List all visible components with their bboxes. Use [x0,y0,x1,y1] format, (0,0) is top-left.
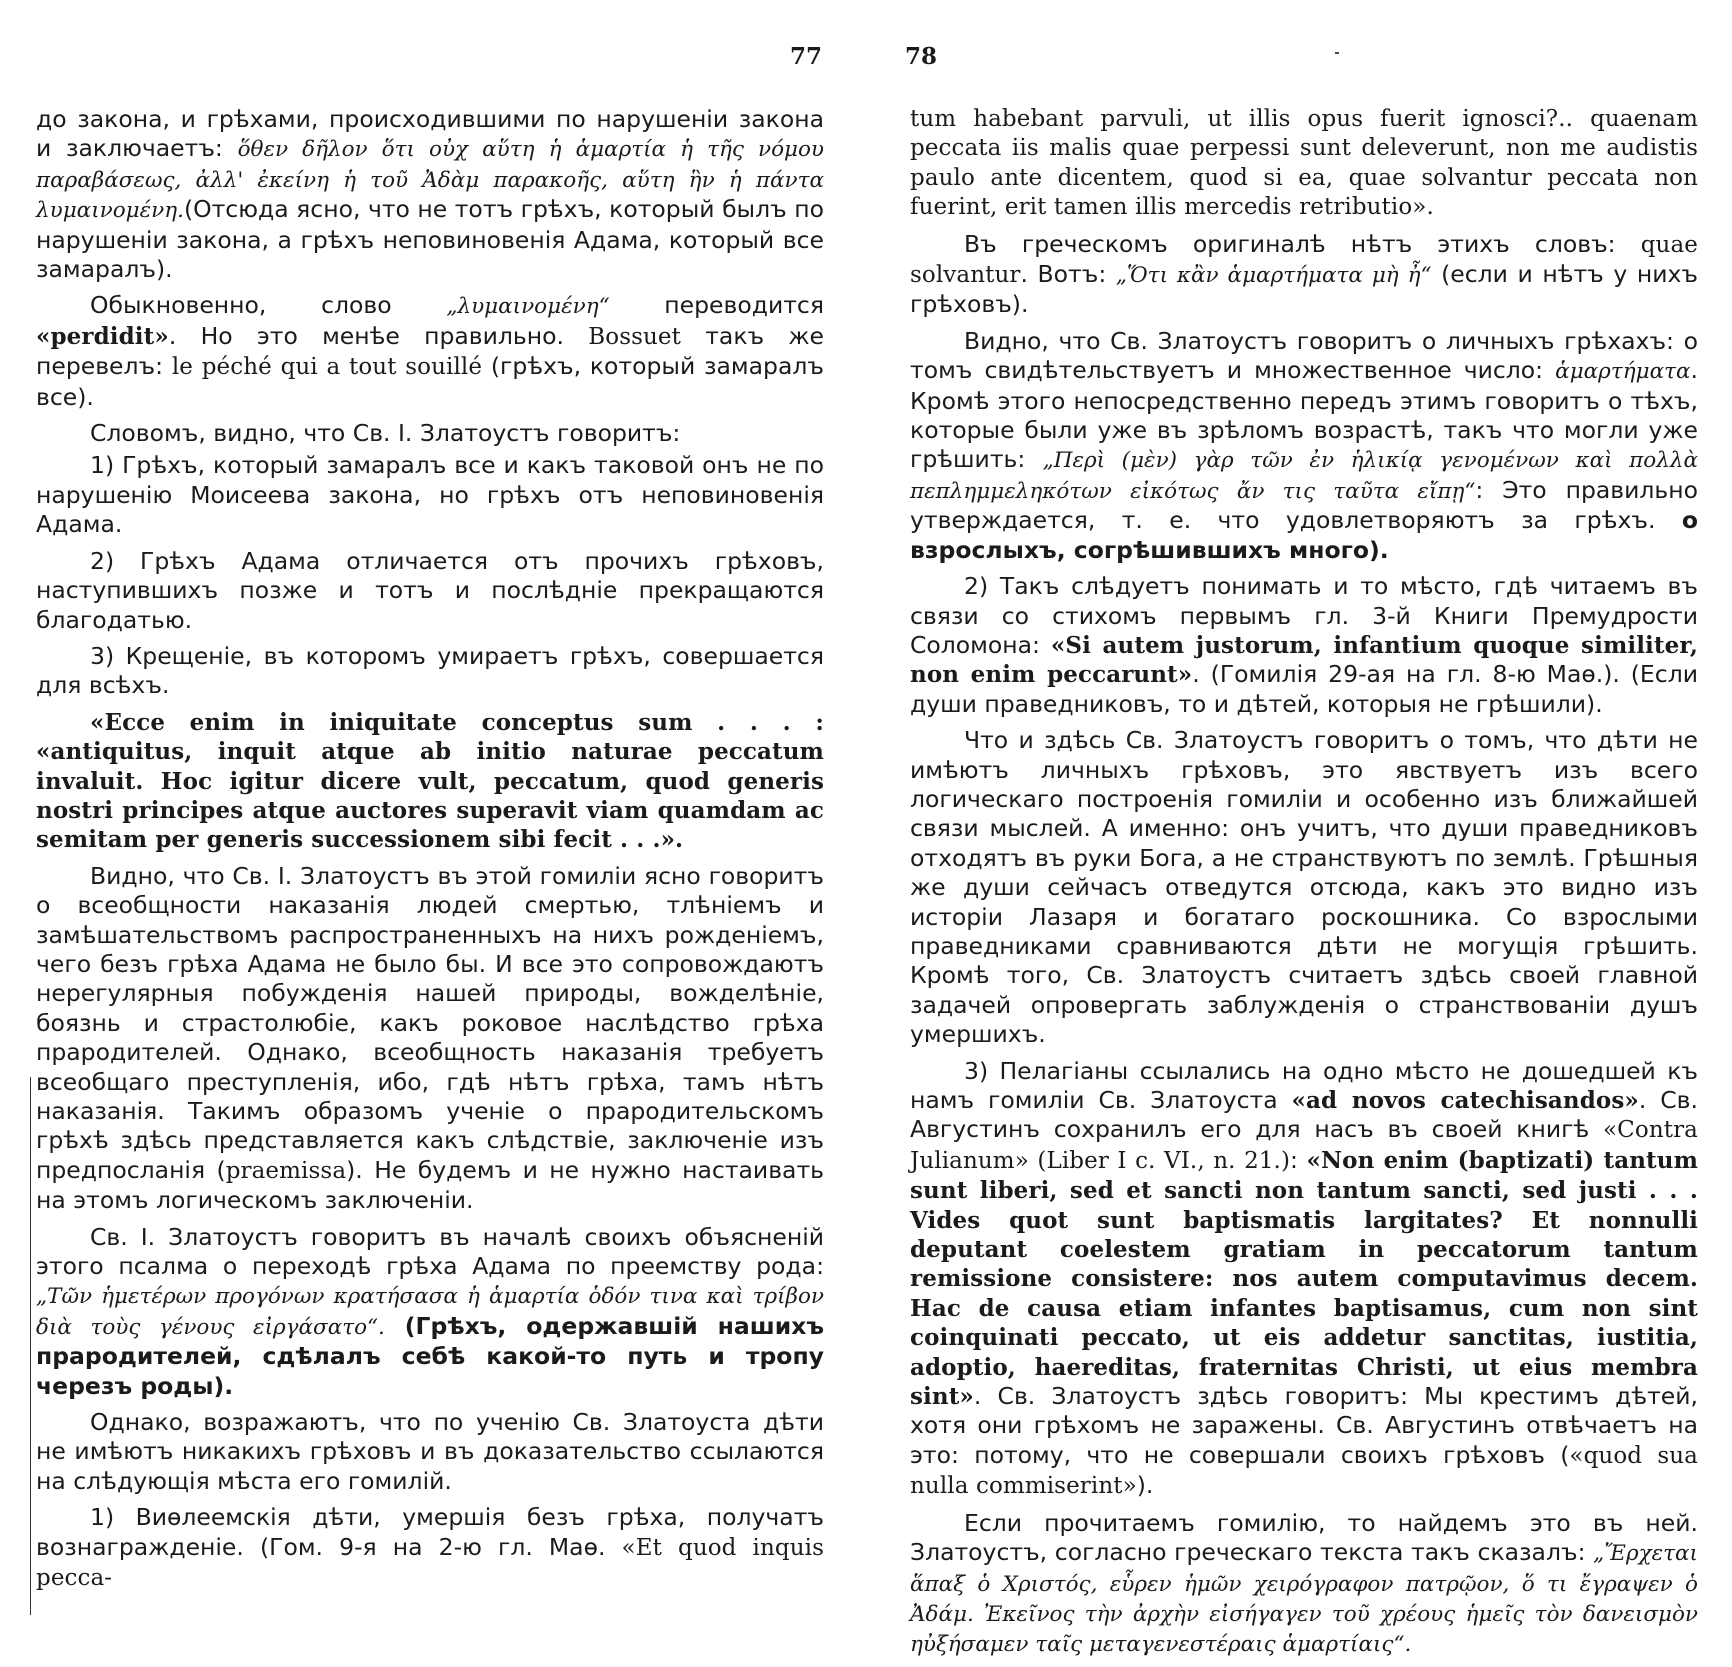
text-run: . Кромѣ этого непосредственно передъ этимъ говоритъ о тѣхъ, которые были уже въ зрѣломъ возрастѣ, такъ что могли уже грѣшить: [910,356,1698,474]
left-paragraph-9 [36,1223,824,1401]
text-run: ). [1136,1471,1154,1500]
right-paragraph-6 [910,1057,1698,1502]
text-run: Если прочитаемъ гомилію, то найдемъ это въ ней. Златоустъ, согласно греческаго текста такъ сказалъ: [910,1508,1698,1567]
latin-quote: «Si autem justorum, infantium quoque similiter, non enim peccarunt» [910,631,1698,689]
right-paragraph-5: Что и здѣсь Св. Златоустъ говоритъ о томъ, что дѣти не имѣютъ личныхъ грѣховъ, это явствуетъ изъ всего логическаго построенія гомиліи и особенно изъ ближайшей связи мыслей. А именно: онъ учитъ, что души праведниковъ отходятъ въ руки Бога, а не странствуютъ по землѣ. Грѣшныя же души сейчасъ отведутся отсюда, какъ это видно изъ исторіи Лазаря и богатаго роскошника. Со взрослыми праведниками сравниваются дѣти не могущія грѣшить. Кромѣ того, Св. Златоустъ считаетъ здѣсь своей главной задачей опровергать заблужденія о странствованіи душъ умершихъ. [910,726,1698,1049]
right-paragraph-3 [910,327,1698,565]
french-quote: le péché qui a tout souillé [171,354,483,381]
text-run: ). Не будемъ и не нужно настаивать на этомъ логическомъ заключеніи. [36,1155,824,1215]
text-run: Обыкновенно, слово [90,291,447,320]
latin-quote: «Et quod inquis pecca- [36,1534,825,1592]
text-run: (Отсюда ясно, что не тотъ грѣхъ, который былъ по нарушеніи закона, а грѣхъ неповиновенія Адама, который все замаралъ). [36,195,824,284]
text-run: 2) Такъ слѣдуетъ понимать и то мѣсто, гдѣ читаемъ въ связи со стихомъ первымъ гл. 3-й Книги Премудрости Соломона: [910,572,1698,659]
greek-quote: „Ὅτι κἂν ἁμαρτήματα μὴ ἦ“ [1115,263,1432,289]
text-run: Видно, что Св. I. Златоустъ въ этой гомиліи ясно говоритъ о всеобщности наказанія людей смертью, тлѣніемъ и замѣшательствомъ распространенныхъ на нихъ рожденіемъ, чего безъ грѣха Адама не было бы. И все это сопровождаютъ нерегулярныя побужденія нашей природы, вожделѣніе, боязнь и страстолюбіе, какъ роковое наслѣдство грѣха прародителей. Однако, всеобщность наказанія требуетъ всеобщаго преступленія, ибо, гдѣ нѣтъ грѣха, тамъ нѣтъ наказанія. Такимъ образомъ ученіе о прародительскомъ грѣхѣ здѣсь представляется какъ слѣдствіе, заключеніе изъ предпосланія ( [36,861,824,1184]
latin-title: «ad novos catechisandos» [1291,1087,1639,1114]
latin-words: quae solvantur [910,231,1698,289]
right-paragraph-2 [910,230,1698,320]
greek-word: „λυμαινομένη“ [446,294,610,320]
right-page-column [910,105,1698,1667]
left-paragraph-2 [36,291,824,412]
left-page-column [36,105,824,1601]
list-item-2: 2) Грѣхъ Адама отличается отъ прочихъ грѣховъ, наступившихъ позже и тотъ и послѣдніе прекращаются благодатью. [36,546,824,634]
scan-speck [1335,52,1339,54]
text-run: (грѣхъ, который замаралъ все). [36,352,824,411]
text-run: . Св. Августинъ сохранилъ его для насъ въ своей книгѣ [910,1086,1698,1144]
greek-quote: „Τῶν ἡμετέρων προγόνων κρατήσασα ἡ ἁμαρτία ὁδόν τινα καὶ τρίβον διὰ τοὺς γένους εἰργάσατο“. [36,1284,824,1340]
greek-quote: „Ἔρχεται ἅπαξ ὁ Χριστός, εὗρεν ἡμῶν χειρόγραφον πατρῷον, ὅ τι ἔγραψεν ὁ Ἀδάμ. Ἐκεῖνος τὴν ἀρχὴν εἰσήγαγεν τοῦ χρέους ἡμεῖς τὸν δανεισμὸν ηὐξήσαμεν ταῖς μεταγενεστέραις ἁμαρτίαις“. [910,1541,1698,1658]
text-run: : Это правильно утверждается, т. е. что удовлетворяютъ за грѣхъ. [910,475,1698,535]
page-number-left: 77 [790,43,823,70]
latin-name: Bossuet [588,323,681,350]
latin-quote: «quod sua nulla commiserint» [910,1442,1698,1500]
text-run: (если и нѣтъ у нихъ грѣховъ). [910,260,1698,319]
text-run: Въ греческомъ оригиналѣ нѣтъ этихъ словъ: [964,229,1641,258]
left-paragraph-1 [36,105,824,284]
list-item-1: 1) Грѣхъ, который замаралъ все и какъ таковой онъ не по нарушенію Моисеева закона, но грѣхъ отъ неповиновенія Адама. [36,451,824,539]
text-run: . Св. Златоустъ здѣсь говоритъ: Мы крестимъ дѣтей, хотя они грѣхомъ не заражены. Св. Августинъ отвѣчаетъ на это: потому, что не совершали своихъ грѣховъ ( [910,1382,1698,1469]
latin-word: praemissa [225,1157,347,1184]
text-run: переводится [609,291,824,320]
bold-text: о взрослыхъ, согрѣшившихъ много). [910,506,1698,564]
left-paragraph-8 [36,862,824,1216]
left-paragraph-3: Словомъ, видно, что Св. I. Златоустъ говоритъ: [90,419,681,448]
greek-quote: „Περὶ (μὲν) γὰρ τῶν ἐν ἡλικίᾳ γενομένων καὶ πολλὰ πεπλημμεληκότων εἰκότως ἄν τις ταῦτα εἴπῃ“ [910,448,1698,504]
text-run: : [1290,1145,1307,1174]
list-item-3: 3) Крещеніе, въ которомъ умираетъ грѣхъ, совершается для всѣхъ. [36,641,824,700]
bold-translation: (Грѣхъ, одержавшій нашихъ прародителей, сдѣлалъ себѣ какой-то путь и тропу черезъ роды). [36,1311,824,1400]
text-run: . (Гомилія 29-ая на гл. 8-ю Маѳ.). (Если души праведниковъ, то и дѣтей, которыя не грѣшили). [910,660,1698,718]
text-run: Св. I. Златоустъ говоритъ въ началѣ своихъ объясненій этого псалма о переходѣ грѣха Адама по преемству рода: [36,1222,824,1281]
page-number-right: 78 [905,43,938,70]
latin-citation: «Contra Julianum» (Liber I c. VI., n. 21.) [910,1117,1698,1174]
latin-quote: «Non enim (baptizati) tantum sunt liberi, sed et sancti non tantum sancti, sed justi . . . Vides quot sunt baptismatis largitates? Et nonnulli deputant coelestem gratiam in peccatorum tantum remissione consistere: nos autem computavimus decem. Hac de causa etiam infantes baptisamus, cum non sint coinquinati peccato, ut eis addetur sanctitas, iustitia, adoptio, haereditas, fraternitas Christi, ut eius membra sint» [910,1146,1699,1411]
text-run: Видно, что Св. Златоустъ говоритъ о личныхъ грѣхахъ: о томъ свидѣтельствуетъ и множественное число: [910,326,1698,385]
latin-word: «perdidit» [36,322,169,350]
text-run: . Но это менѣе правильно. [168,321,589,350]
text-run: 3) Пелагіаны ссылались на одно мѣсто не дошедшей къ намъ гомиліи Св. Златоуста [910,1056,1698,1114]
greek-word: ἁμαρτήματα [1555,359,1691,385]
text-run: 1) Виѳлеемскія дѣти, умершія безъ грѣха, получатъ вознагражденіе. (Гом. 9-я на 2-ю гл. Маѳ. [36,1503,824,1561]
greek-quote: ὅθεν δῆλον ὅτι οὐχ αὕτη ἡ ἁμαρτία ἡ τῆς νόμου παραβάσεως, ἀλλ' ἐκείνη ἡ τοῦ Ἀδὰμ παρακοῆς, αὕτη ἣν ἡ πάντα λυμαινομένη. [36,137,825,224]
text-run: до закона, и грѣхами, происходившими по нарушеніи закона и заключаетъ: [36,105,824,163]
right-paragraph-4 [910,572,1698,719]
left-paragraph-11 [36,1503,824,1593]
text-run: такъ же перевелъ: [36,321,824,381]
text-run: . Вотъ: [1020,260,1116,289]
right-paragraph-7 [910,1509,1698,1660]
left-paragraph-10: Однако, возражаютъ, что по ученію Св. Златоуста дѣти не имѣютъ никакихъ грѣховъ и въ доказательство ссылаются на слѣдующія мѣста его гомилій. [36,1408,824,1495]
right-paragraph-1: tum habebant parvuli, ut illis opus fuerit ignosci?.. quaenam peccata iis malis quae perpessi sunt deleverunt, non me audistis paulo ante dicentem, quod si ea, quae solvantur peccata non fuerint, erit tamen illis mercedis retributio». [910,106,1698,221]
latin-quotation: «Ecce enim in iniquitate conceptus sum . . . : «antiquitus, inquit atque ab initio naturae peccatum invaluit. Hoc igitur dicere vult, peccatum, quod generis nostri principes atque auctores superavit viam quamdam ac semitam per generis successionem sibi fecit . . .». [36,708,824,854]
